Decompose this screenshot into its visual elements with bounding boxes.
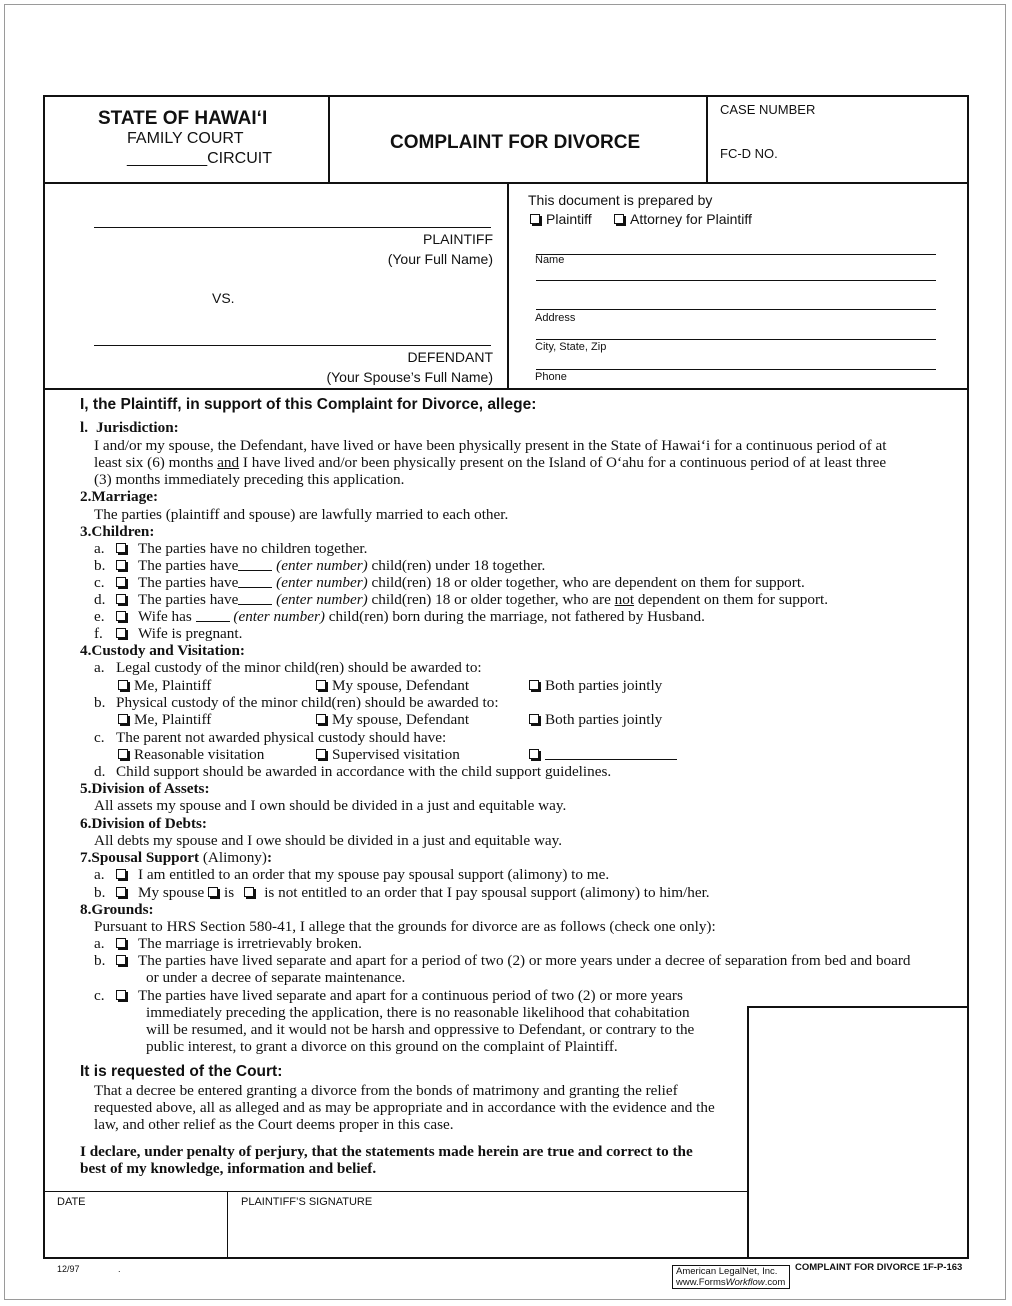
declaration-line-2: best of my knowledge, information and belief. xyxy=(80,1160,377,1177)
grounds-option-c-line-4: public interest, to grant a divorce on this ground on the complaint of Plaintiff. xyxy=(146,1038,618,1055)
child-support-statement: d. Child support should be awarded in accordance with the child support guidelines. xyxy=(94,763,612,780)
checkbox-icon[interactable] xyxy=(116,560,126,570)
header-divider-1 xyxy=(328,95,330,183)
header-divider-2 xyxy=(706,95,708,183)
section-6-heading: 6.Division of Debts: xyxy=(80,815,207,832)
checkbox-icon[interactable] xyxy=(316,749,326,759)
checkbox-icon[interactable] xyxy=(244,887,254,897)
checkbox-icon[interactable] xyxy=(116,869,126,879)
checkbox-icon[interactable] xyxy=(118,714,128,724)
section-6-line-1: All debts my spouse and I owe should be divided in a just and equitable way. xyxy=(94,832,563,849)
intro-statement: I, the Plaintiff, in support of this Complaint for Divorce, allege: xyxy=(80,396,537,413)
section-5-heading: 5.Division of Assets: xyxy=(80,780,210,797)
checkbox-icon[interactable] xyxy=(116,990,126,1000)
checkbox-icon[interactable] xyxy=(116,611,126,621)
section-1-line-2: least six (6) months and I have lived and/or been physically present on the Island of O‘ahu for a continuous period of at least three xyxy=(94,454,887,471)
publisher-name: American LegalNet, Inc. xyxy=(676,1266,778,1277)
visitation-reasonable[interactable]: Reasonable visitation xyxy=(118,746,264,763)
legal-custody-spouse[interactable]: My spouse, Defendant xyxy=(316,677,469,694)
section-1-line-3: (3) months immediately preceding this application. xyxy=(94,471,405,488)
checkbox-icon[interactable] xyxy=(529,749,539,759)
section-4-heading: 4.Custody and Visitation: xyxy=(80,642,245,659)
signature-row-border xyxy=(43,1191,749,1192)
checkbox-icon[interactable] xyxy=(116,594,126,604)
request-line-1: That a decree be entered granting a divorce from the bonds of matrimony and granting the relief xyxy=(94,1082,678,1099)
circuit-field[interactable]: _________CIRCUIT xyxy=(127,150,272,167)
phone-field[interactable] xyxy=(536,369,936,370)
physical-custody-me[interactable]: Me, Plaintiff xyxy=(118,711,211,728)
signature-divider xyxy=(227,1191,228,1259)
revision-date: 12/97 xyxy=(57,1264,80,1274)
name-line-top xyxy=(536,254,936,255)
section-8-intro: Pursuant to HRS Section 580-41, I allege that the grounds for divorce are as follows (check one only): xyxy=(94,918,716,935)
section-3-heading: 3.Children: xyxy=(80,523,155,540)
checkbox-icon[interactable] xyxy=(530,214,540,224)
checkbox-icon[interactable] xyxy=(118,680,128,690)
visitation-other[interactable] xyxy=(529,746,677,763)
checkbox-icon[interactable] xyxy=(208,887,218,897)
court-stamp-box xyxy=(747,1006,969,1259)
date-field[interactable]: DATE xyxy=(57,1196,86,1208)
address-field[interactable] xyxy=(536,309,936,310)
signature-field[interactable]: PLAINTIFF’S SIGNATURE xyxy=(241,1196,373,1208)
children-option-c[interactable]: c. The parties have (enter number) child(ren) 18 or older together, who are dependent on them for support. xyxy=(94,574,805,591)
declaration-line-1: I declare, under penalty of perjury, that the statements made herein are true and correct to the xyxy=(80,1143,693,1160)
physical-custody-spouse[interactable]: My spouse, Defendant xyxy=(316,711,469,728)
checkbox-icon[interactable] xyxy=(116,628,126,638)
name-field[interactable] xyxy=(536,280,936,281)
grounds-option-c-line-2: immediately preceding the application, there is no reasonable likelihood that cohabitation xyxy=(146,1004,690,1021)
checkbox-icon[interactable] xyxy=(116,887,126,897)
checkbox-icon[interactable] xyxy=(316,714,326,724)
children-option-f[interactable]: f. Wife is pregnant. xyxy=(94,625,243,642)
visitation-supervised[interactable]: Supervised visitation xyxy=(316,746,460,763)
form-title: COMPLAINT FOR DIVORCE xyxy=(390,132,641,153)
physical-custody-both[interactable]: Both parties jointly xyxy=(529,711,662,728)
checkbox-icon[interactable] xyxy=(116,577,126,587)
checkbox-icon[interactable] xyxy=(118,749,128,759)
section-2-line-1: The parties (plaintiff and spouse) are lawfully married to each other. xyxy=(94,506,509,523)
checkbox-icon[interactable] xyxy=(116,543,126,553)
section-5-line-1: All assets my spouse and I own should be divided in a just and equitable way. xyxy=(94,797,567,814)
section-7-heading: 7.Spousal Support (Alimony): xyxy=(80,849,273,866)
vs-label: VS. xyxy=(212,290,235,306)
city-field[interactable] xyxy=(536,339,936,340)
grounds-option-c[interactable]: c. The parties have lived separate and apart for a continuous period of two (2) or more years xyxy=(94,987,683,1004)
legal-custody-question: a. Legal custody of the minor child(ren) should be awarded to: xyxy=(94,659,482,676)
request-line-2: requested above, all as alleged and as may be appropriate and in accordance with the evidence and the xyxy=(94,1099,715,1116)
address-label: Address xyxy=(535,312,576,324)
children-option-a[interactable]: a. The parties have no children together. xyxy=(94,540,368,557)
prepared-by-title: This document is prepared by xyxy=(528,192,713,208)
header-row-divider xyxy=(43,182,969,184)
fcd-number-label: FC-D NO. xyxy=(720,146,778,161)
parties-bottom-border xyxy=(43,388,969,390)
defendant-label: DEFENDANT xyxy=(407,349,493,365)
children-option-e[interactable]: e. Wife has (enter number) child(ren) born during the marriage, not fathered by Husband. xyxy=(94,608,705,625)
footer-dot: . xyxy=(118,1264,121,1274)
plaintiff-name-line[interactable] xyxy=(94,227,491,228)
visitation-question: c. The parent not awarded physical custody should have: xyxy=(94,729,447,746)
name-label: Name xyxy=(535,254,565,266)
defendant-name-line[interactable] xyxy=(94,345,491,346)
checkbox-icon[interactable] xyxy=(116,955,126,965)
phone-label: Phone xyxy=(535,371,567,383)
prepared-by-attorney-option[interactable]: Attorney for Plaintiff xyxy=(614,211,752,227)
defendant-hint: (Your Spouse’s Full Name) xyxy=(326,369,493,385)
plaintiff-hint: (Your Full Name) xyxy=(387,251,493,267)
checkbox-icon[interactable] xyxy=(614,214,624,224)
city-label: City, State, Zip xyxy=(535,341,607,353)
section-2-heading: 2.Marriage: xyxy=(80,488,159,505)
grounds-option-b-line-2: or under a decree of separate maintenance. xyxy=(146,969,406,986)
form-id: COMPLAINT FOR DIVORCE 1F-P-163 xyxy=(795,1262,963,1273)
section-1-line-1: I and/or my spouse, the Defendant, have lived or have been physically present in the State of Hawai‘i for a continuous period of at xyxy=(94,437,887,454)
checkbox-icon[interactable] xyxy=(116,938,126,948)
checkbox-icon[interactable] xyxy=(316,680,326,690)
children-option-b[interactable]: b. The parties have (enter number) child(ren) under 18 together. xyxy=(94,557,546,574)
spousal-support-option-a[interactable]: a. I am entitled to an order that my spouse pay spousal support (alimony) to me. xyxy=(94,866,610,883)
parties-divider xyxy=(507,182,509,389)
request-line-3: law, and other relief as the Court deems proper in this case. xyxy=(94,1116,454,1133)
children-option-d[interactable]: d. The parties have (enter number) child(ren) 18 or older together, who are not dependent on them for support. xyxy=(94,591,829,608)
grounds-option-b[interactable]: b. The parties have lived separate and apart for a period of two (2) or more years under a decree of separation from bed and board xyxy=(94,952,911,969)
physical-custody-question: b. Physical custody of the minor child(ren) should be awarded to: xyxy=(94,694,499,711)
section-8-heading: 8.Grounds: xyxy=(80,901,154,918)
legal-custody-me[interactable]: Me, Plaintiff xyxy=(118,677,211,694)
checkbox-icon[interactable] xyxy=(529,714,539,724)
publisher-url: www.FormsWorkflow.com xyxy=(676,1276,786,1288)
court-name: FAMILY COURT xyxy=(127,130,244,147)
section-1-heading: l. Jurisdiction: xyxy=(80,419,179,436)
case-number-label: CASE NUMBER xyxy=(720,102,816,117)
grounds-option-c-line-3: will be resumed, and it would not be harsh and oppressive to Defendant, or contrary to the xyxy=(146,1021,695,1038)
prepared-by-plaintiff-option[interactable]: Plaintiff xyxy=(530,211,592,227)
legal-custody-both[interactable]: Both parties jointly xyxy=(529,677,662,694)
grounds-option-a[interactable]: a. The marriage is irretrievably broken. xyxy=(94,935,362,952)
visitation-other-field[interactable] xyxy=(545,746,677,760)
publisher-box xyxy=(672,1265,790,1289)
checkbox-icon[interactable] xyxy=(529,680,539,690)
state-title: STATE OF HAWAI‘I xyxy=(98,108,268,129)
spousal-support-option-b[interactable]: b. My spouse is is not entitled to an order that I pay spousal support (alimony) to him/her. xyxy=(94,884,710,901)
request-heading: It is requested of the Court: xyxy=(80,1063,283,1080)
plaintiff-label: PLAINTIFF xyxy=(422,231,493,247)
